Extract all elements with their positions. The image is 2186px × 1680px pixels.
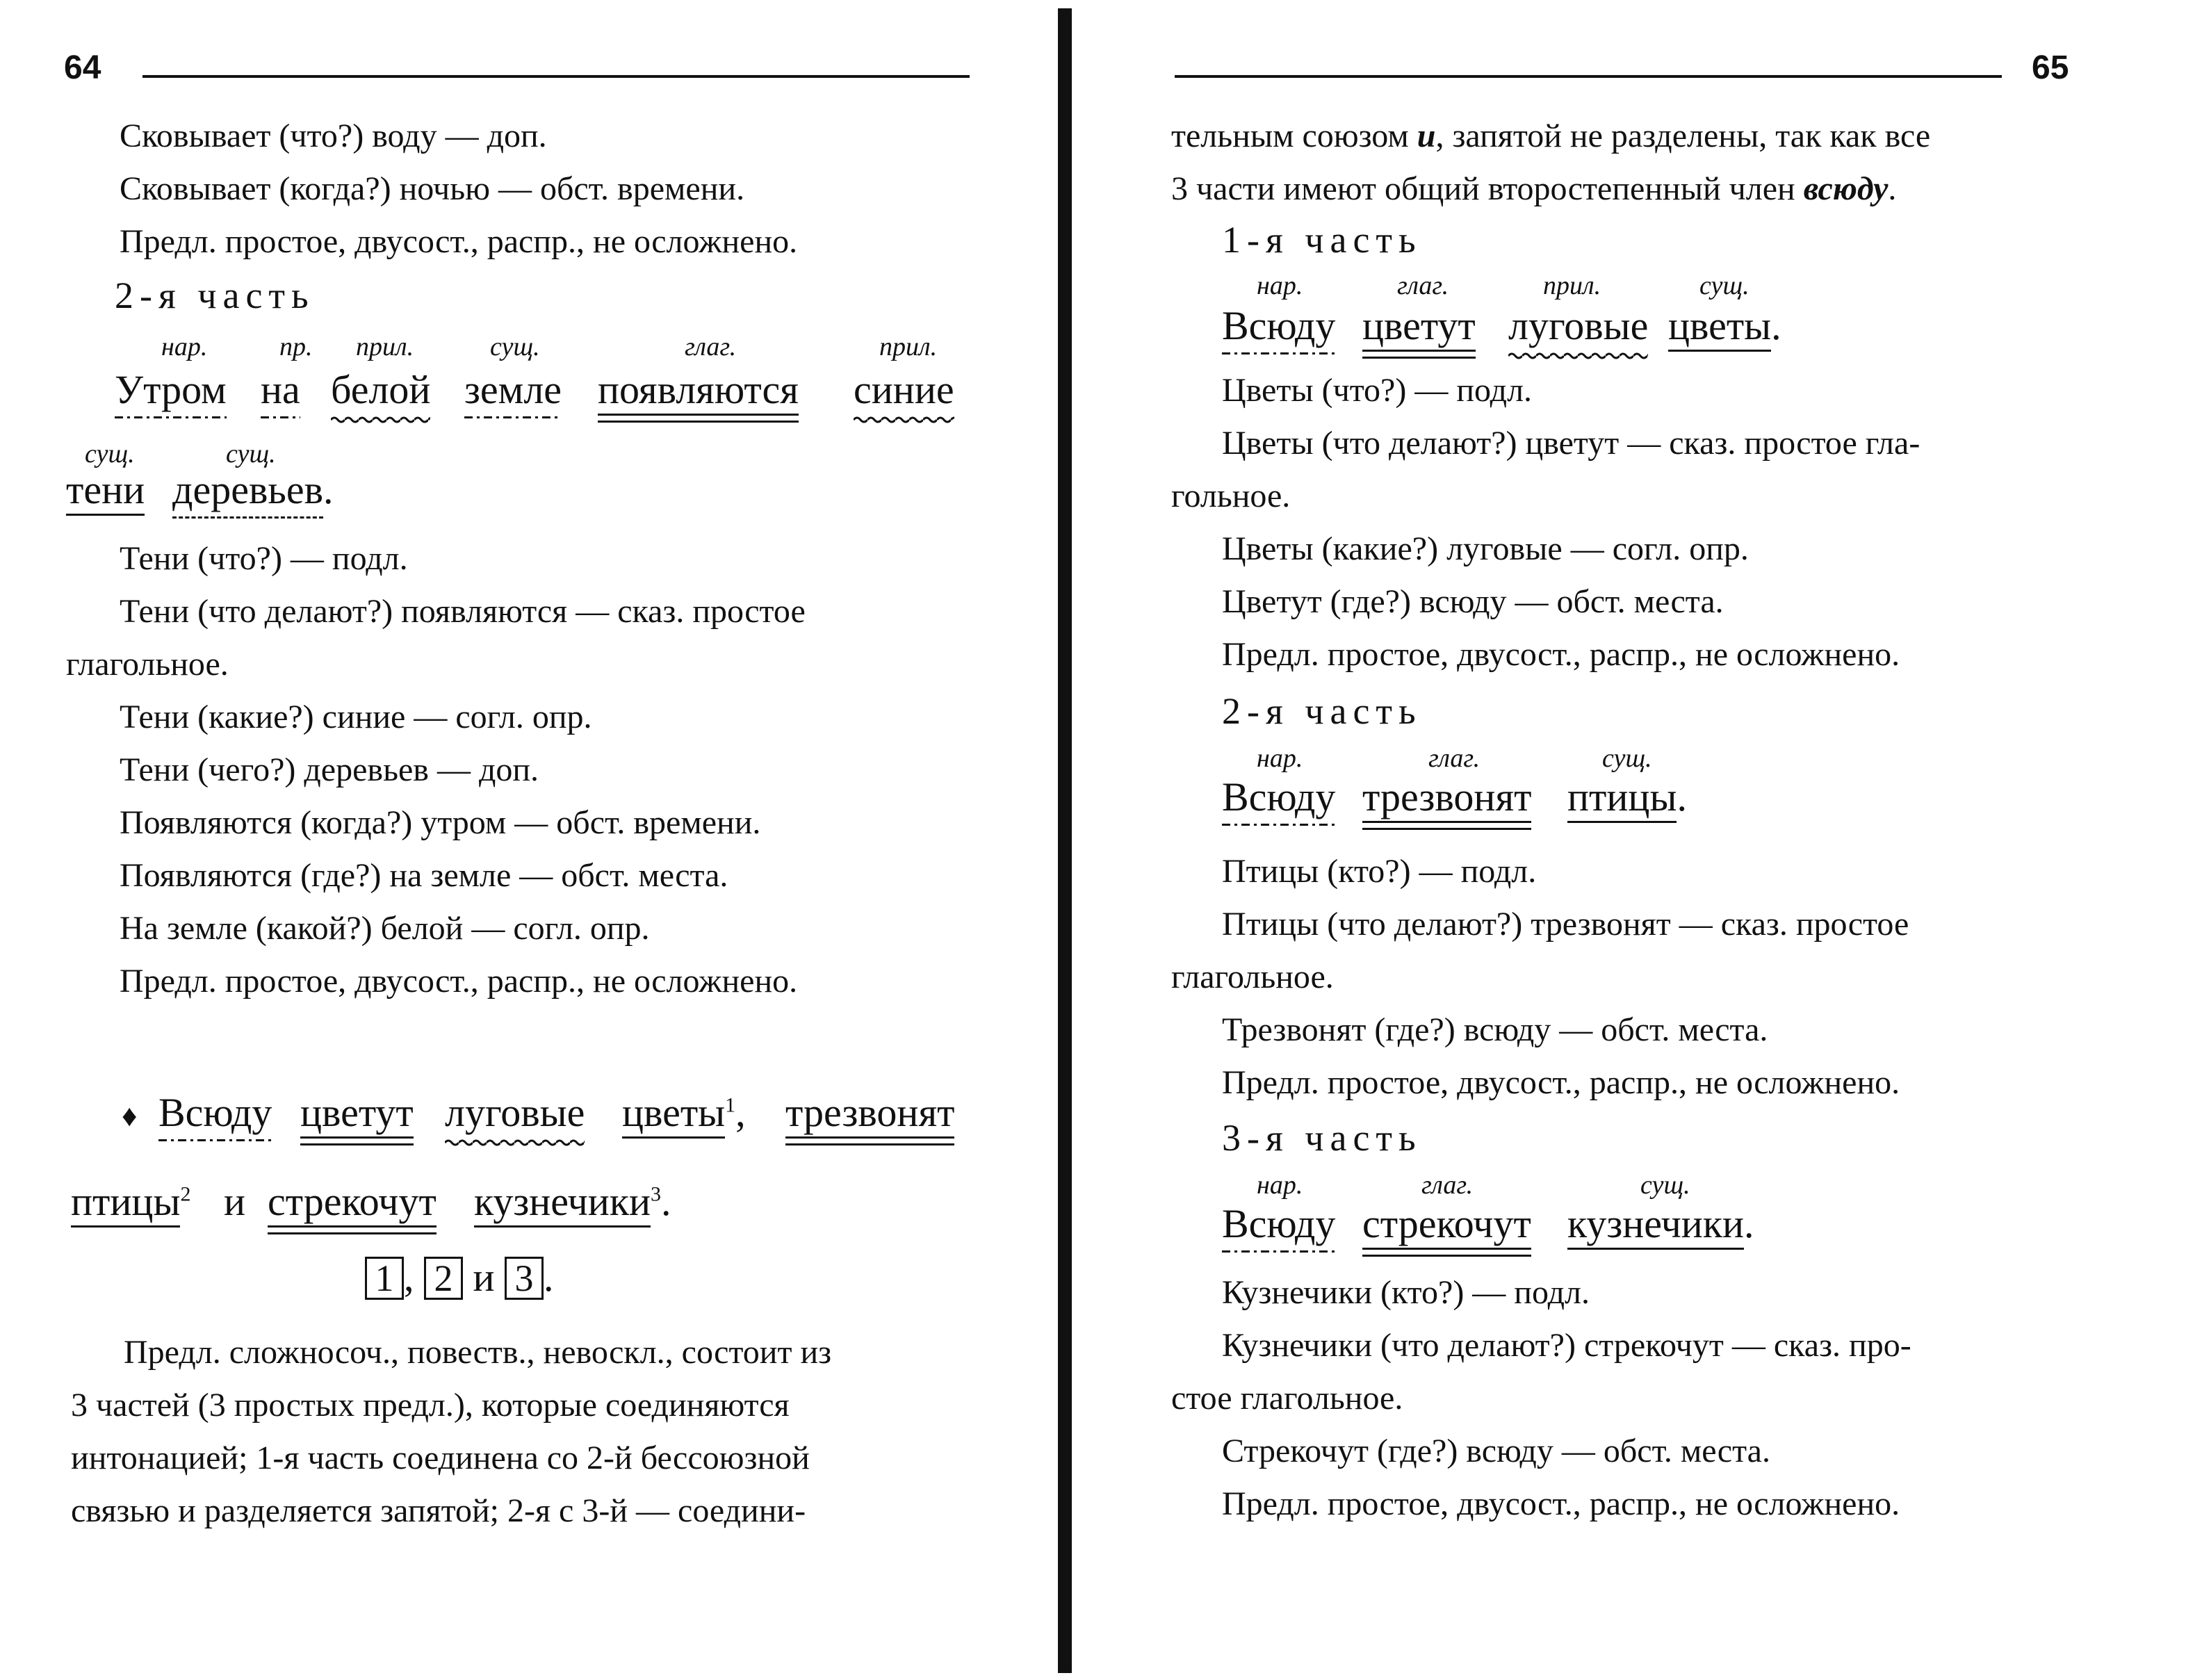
scheme-box: 1 xyxy=(365,1257,404,1300)
word-predicate: появляются xyxy=(598,367,799,412)
text-line: глагольное. xyxy=(1171,959,1334,995)
text-line: Стрекочут (где?) всюду — обст. места. xyxy=(1222,1433,1770,1469)
text-line: глагольное. xyxy=(66,646,229,683)
pos-label: нар. xyxy=(1257,1171,1303,1200)
word-adverbial: Всюду xyxy=(1222,1201,1336,1246)
pos-label: сущ. xyxy=(85,439,135,468)
text-line: Цветы (что делают?) цветут — сказ. простое гла- xyxy=(1222,425,1920,462)
pos-label: сущ. xyxy=(490,332,540,361)
pos-label: сущ. xyxy=(1602,744,1652,773)
word-adverbial: Всюду xyxy=(1222,303,1336,348)
pos-label: нар. xyxy=(1257,271,1303,300)
word-adverbial: на xyxy=(261,367,300,412)
text-line: связью и разделяется запятой; 2-я с 3-й — соедини- xyxy=(71,1492,806,1529)
footnote-mark: 3 xyxy=(651,1182,662,1206)
pos-label: глаг. xyxy=(1428,744,1481,773)
text-line: Предл. простое, двусост., распр., не осложнено. xyxy=(1222,1064,1900,1101)
text-line: Сковывает (когда?) ночью — обст. времени. xyxy=(120,170,745,207)
text-line: Предл. простое, двусост., распр., не осложнено. xyxy=(1222,1485,1900,1522)
word-predicate: трезвонят xyxy=(785,1090,955,1135)
pos-label: сущ. xyxy=(1640,1171,1690,1200)
word-predicate: стрекочут xyxy=(1362,1201,1531,1246)
word-subject: тени xyxy=(66,467,145,512)
word-adverbial: Всюду xyxy=(158,1090,272,1135)
text-line: Цветут (где?) всюду — обст. места. xyxy=(1222,583,1724,620)
text-line: Кузнечики (что делают?) стрекочут — сказ. про- xyxy=(1222,1327,1911,1364)
pos-label: глаг. xyxy=(1397,271,1449,300)
punctuation: . xyxy=(1771,303,1781,348)
pos-label: глаг. xyxy=(1421,1171,1474,1200)
text-line: Кузнечики (кто?) — подл. xyxy=(1222,1274,1590,1311)
text-line: Сковывает (что?) воду — доп. xyxy=(120,117,547,154)
word-adverbial: Всюду xyxy=(1222,774,1336,819)
text-line: Тени (какие?) синие — согл. опр. xyxy=(120,699,592,735)
text-line: гольное. xyxy=(1171,478,1291,514)
part-heading: 3-я часть xyxy=(1222,1117,1422,1159)
text-line: 3 части имеют общий второстепенный член всюду. xyxy=(1171,170,1897,207)
pos-label: прил. xyxy=(1543,271,1601,300)
word-attribute: синие xyxy=(854,367,954,412)
punctuation: . xyxy=(1677,774,1687,819)
sentence-scheme xyxy=(365,1257,554,1300)
text-line: Предл. сложносоч., повеств., невоскл., состоит из xyxy=(124,1334,832,1371)
word-subject: птицы xyxy=(71,1179,181,1224)
part-heading: 2-я часть xyxy=(115,275,315,316)
pos-label: сущ. xyxy=(1699,271,1749,300)
text-line: тельным союзом и, запятой не разделены, так как все xyxy=(1171,117,1931,154)
text-line: Трезвонят (где?) всюду — обст. места. xyxy=(1222,1011,1768,1048)
word-attribute: белой xyxy=(331,367,431,412)
pos-label: нар. xyxy=(161,332,208,361)
text-line: Тени (что?) — подл. xyxy=(120,540,408,577)
conjunction: и xyxy=(224,1179,246,1224)
word-adverbial: Утром xyxy=(115,367,227,412)
word-subject: птицы xyxy=(1567,774,1677,819)
word-subject: цветы xyxy=(622,1090,726,1135)
text-line: Появляются (когда?) утром — обст. времени. xyxy=(120,804,761,841)
text-line: 3 частей (3 простых предл.), которые соединяются xyxy=(71,1387,790,1424)
word-attribute: луговые xyxy=(445,1090,585,1135)
punctuation: , xyxy=(404,1255,414,1300)
text-line: Тени (чего?) деревьев — доп. xyxy=(120,751,539,788)
right-page xyxy=(1084,0,2186,1680)
text-line: интонацией; 1-я часть соединена со 2-й бессоюзной xyxy=(71,1440,810,1476)
punctuation: . xyxy=(1744,1201,1754,1246)
page-number-left: 64 xyxy=(64,49,101,86)
word-subject: цветы xyxy=(1668,303,1772,348)
text-line: Цветы (какие?) луговые — согл. опр. xyxy=(1222,530,1749,567)
footnote-mark: 1 xyxy=(725,1093,736,1117)
text-line: стое глагольное. xyxy=(1171,1380,1403,1417)
part-heading: 1-я часть xyxy=(1222,219,1422,261)
pos-label: прил. xyxy=(356,332,414,361)
punctuation: . xyxy=(544,1255,554,1300)
word-predicate: цветут xyxy=(1362,303,1476,348)
pos-label: прил. xyxy=(879,332,938,361)
page-number-right: 65 xyxy=(2032,49,2069,86)
pos-label: глаг. xyxy=(685,332,737,361)
punctuation: , xyxy=(735,1090,746,1135)
pos-label: сущ. xyxy=(226,439,276,468)
word-predicate: стрекочут xyxy=(268,1179,437,1224)
punctuation: . xyxy=(323,467,334,512)
text-line: Предл. простое, двусост., распр., не осложнено. xyxy=(1222,636,1900,673)
pos-label: нар. xyxy=(1257,744,1303,773)
part-heading: 2-я часть xyxy=(1222,690,1422,732)
header-rule-left xyxy=(142,75,970,78)
pos-label: пр. xyxy=(279,332,313,361)
word-object: деревьев xyxy=(172,467,323,512)
text-line: Предл. простое, двусост., распр., не осложнено. xyxy=(120,963,798,1000)
text-line: Появляются (где?) на земле — обст. места. xyxy=(120,857,728,894)
bullet-diamond-icon: ♦ xyxy=(122,1099,138,1133)
text-line: Цветы (что?) — подл. xyxy=(1222,372,1533,409)
text-line: Птицы (кто?) — подл. xyxy=(1222,853,1537,890)
text-line: Тени (что делают?) появляются — сказ. простое xyxy=(120,593,806,630)
text-line: Птицы (что делают?) трезвонят — сказ. простое xyxy=(1222,906,1909,943)
text-line: Предл. простое, двусост., распр., не осложнено. xyxy=(120,223,798,260)
header-rule-right xyxy=(1175,75,2002,78)
left-page xyxy=(0,0,1043,1680)
word-predicate: цветут xyxy=(300,1090,414,1135)
word-subject: кузнечики xyxy=(474,1179,651,1224)
punctuation: . xyxy=(661,1179,671,1224)
word-adverbial: земле xyxy=(464,367,562,412)
conjunction: и xyxy=(473,1255,495,1300)
book-spine xyxy=(1058,8,1072,1673)
scheme-box: 2 xyxy=(424,1257,463,1300)
word-subject: кузнечики xyxy=(1567,1201,1745,1246)
word-attribute: луговые xyxy=(1508,303,1649,348)
word-predicate: трезвонят xyxy=(1362,774,1532,819)
text-line: На земле (какой?) белой — согл. опр. xyxy=(120,910,650,947)
footnote-mark: 2 xyxy=(180,1182,191,1206)
scheme-box: 3 xyxy=(505,1257,544,1300)
